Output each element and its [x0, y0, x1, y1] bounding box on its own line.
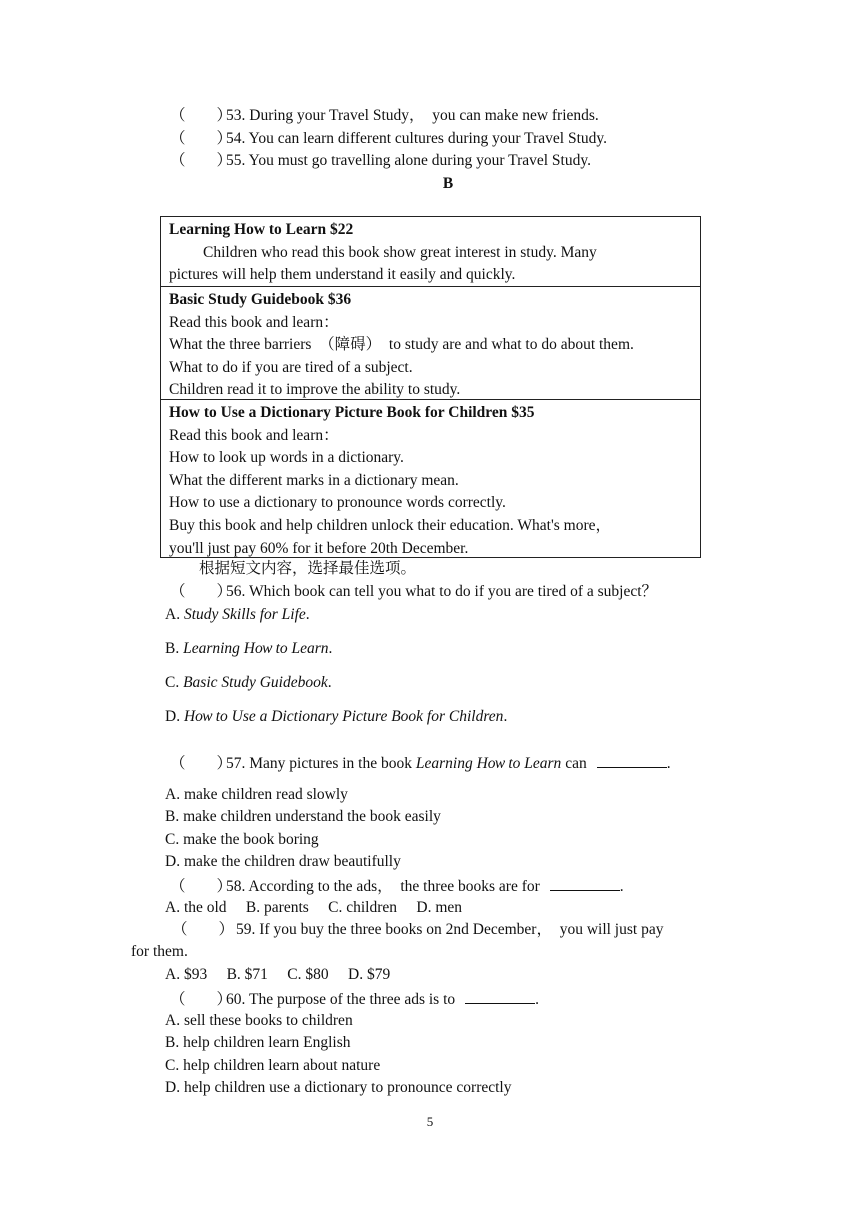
ad-basic-study-guidebook: [161, 287, 700, 400]
question-text-end: can: [561, 755, 587, 772]
option-end: .: [305, 606, 310, 623]
option-60-a[interactable]: A. sell these books to children: [165, 1012, 353, 1029]
ad-line: Children who read this book show great interest in study. Many: [203, 243, 597, 261]
option-56-a[interactable]: [165, 604, 310, 626]
question-53: [170, 105, 599, 127]
question-text: 56. Which book can tell you what to do if you are tired of a subject？: [226, 583, 658, 600]
answer-paren: （ ）: [170, 583, 233, 600]
option-60-d[interactable]: D. help children use a dictionary to pronounce correctly: [165, 1079, 512, 1096]
book-title: Learning Hoᴡ to Learn: [415, 755, 562, 772]
ad-title: Basic Study Guidebook $36: [169, 291, 352, 308]
section-label: B: [442, 175, 454, 192]
option-60-b[interactable]: B. help children learn English: [165, 1034, 351, 1051]
question-59-continued: for them.: [131, 943, 188, 960]
answer-paren: （ ）: [170, 107, 233, 124]
question-57: [170, 751, 671, 775]
ad-line: How to use a dictionary to pronounce words correctly.: [169, 494, 506, 512]
question-text: 53. During your Travel Study， you can make new friends.: [226, 107, 599, 124]
option-57-b[interactable]: B. make children understand the book easily: [165, 808, 441, 825]
ad-dictionary-picture-book: [161, 400, 700, 558]
ad-line: Read this book and learn：: [169, 426, 339, 444]
ad-line: you'll just pay 60% for it before 20th December.: [169, 539, 469, 557]
ad-line: Read this book and learn：: [169, 313, 339, 331]
option-57-d[interactable]: D. make the children draw beautifully: [165, 853, 401, 870]
option-letter: B.: [165, 640, 184, 657]
ad-line: How to look up words in a dictionary.: [169, 449, 404, 467]
answer-blank[interactable]: [597, 751, 667, 768]
options-58[interactable]: A. the old B. parents C. children D. men: [165, 899, 463, 916]
answer-paren: （ ）: [170, 755, 233, 772]
ad-line: What the three barriers （障碍） to study are and what to do about them.: [169, 336, 634, 354]
ad-line: What the different marks in a dictionary mean.: [169, 471, 459, 489]
option-end: .: [503, 708, 508, 725]
question-text: 60. The purpose of the three ads is to: [226, 991, 456, 1008]
ad-line: pictures will help them understand it easily and quickly.: [169, 266, 516, 284]
option-text: Study Skills for Life: [183, 606, 306, 623]
instruction: 根据短文内容，选择最佳选项。: [199, 560, 417, 577]
question-60: [170, 987, 539, 1011]
answer-blank[interactable]: [550, 874, 620, 891]
period: .: [619, 878, 624, 895]
question-text: 59. If you buy the three books on 2nd December， you will just pay: [236, 921, 664, 938]
page-number: 5: [426, 1114, 434, 1129]
option-57-c[interactable]: C. make the book boring: [165, 831, 319, 848]
answer-paren: （ ）: [170, 991, 233, 1008]
ads-table: [160, 216, 701, 558]
question-text: 55. You must go travelling alone during your Travel Study.: [226, 152, 591, 169]
option-end: .: [327, 674, 332, 691]
option-text: Basic Study Guidebook: [183, 674, 328, 691]
option-57-a[interactable]: A. make children read slowly: [165, 786, 348, 803]
answer-paren: （ ）: [170, 152, 233, 169]
ad-learning-how-to-learn: [161, 217, 700, 287]
question-text: 54. You can learn different cultures during your Travel Study.: [226, 130, 607, 147]
answer-paren: （ ）: [172, 921, 235, 938]
option-end: .: [328, 640, 333, 657]
question-56: [170, 581, 657, 603]
ad-title: Learning How to Learn $22: [169, 221, 354, 238]
option-letter: A.: [165, 606, 184, 623]
option-60-c[interactable]: C. help children learn about nature: [165, 1057, 381, 1074]
period: .: [535, 991, 540, 1008]
option-letter: C.: [165, 674, 184, 691]
ad-line: Children read it to improve the ability to study.: [169, 381, 461, 399]
question-text: 57. Many pictures in the book: [226, 755, 416, 772]
ad-title: How to Use a Dictionary Picture Book for Children $35: [169, 404, 535, 421]
ad-line: What to do if you are tired of a subject.: [169, 358, 413, 376]
answer-paren: （ ）: [170, 130, 233, 147]
option-56-b[interactable]: [165, 638, 332, 660]
option-letter: D.: [165, 708, 184, 725]
option-text: Learning Hoᴡ to Learn: [183, 640, 329, 657]
options-59[interactable]: A. $93 B. $71 C. $80 D. $79: [165, 966, 391, 983]
answer-blank[interactable]: [465, 987, 535, 1004]
option-text: Hoᴡ to Use a Dictionary Picture Book for Children: [183, 708, 504, 725]
ad-line: Buy this book and help children unlock their education. What's more，: [169, 516, 612, 534]
question-text: 58. According to the ads， the three books are for: [226, 878, 540, 895]
period: .: [666, 755, 671, 772]
question-58: [170, 874, 624, 898]
question-54: [170, 128, 607, 150]
option-56-d[interactable]: [165, 706, 507, 728]
question-55: [170, 150, 591, 172]
question-59: [172, 919, 663, 941]
answer-paren: （ ）: [170, 878, 233, 895]
option-56-c[interactable]: [165, 672, 332, 694]
